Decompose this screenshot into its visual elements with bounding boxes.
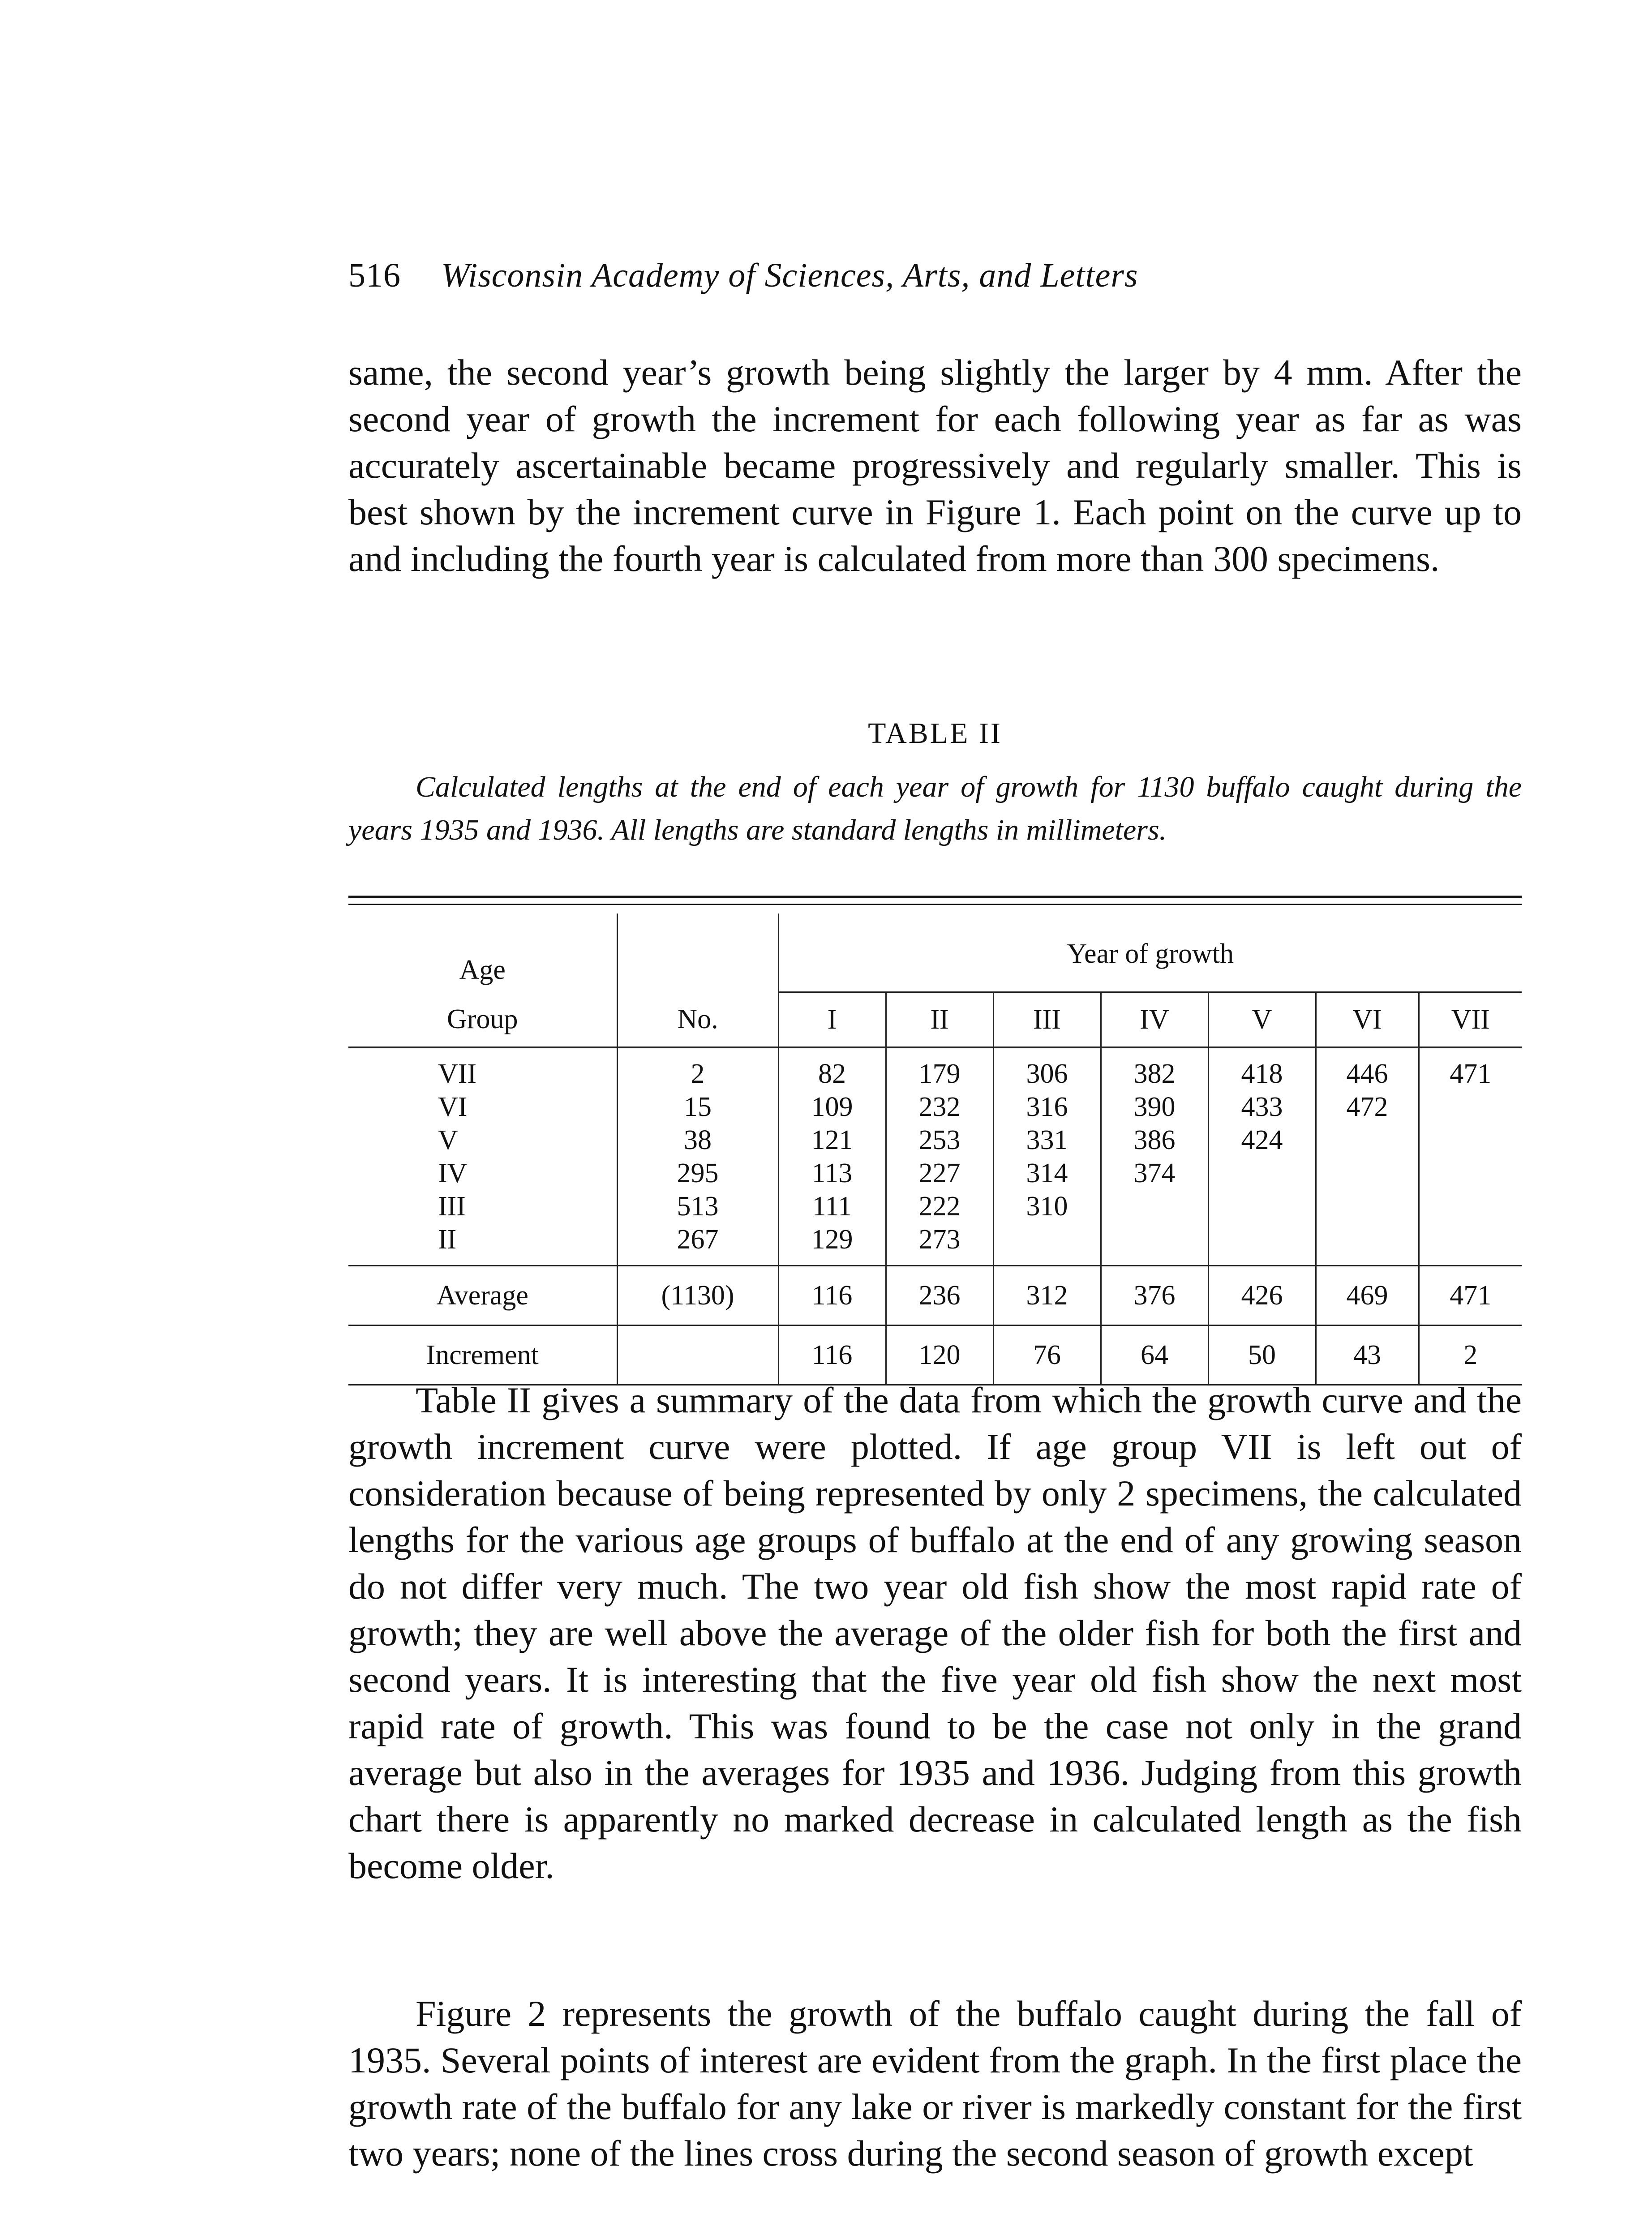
- average-cell: 312: [993, 1266, 1101, 1325]
- year-header: III: [993, 992, 1101, 1048]
- increment-cell: 2: [1419, 1325, 1522, 1385]
- paragraph-table-summary: Table II gives a summary of the data from which the growth curve and the growth increment curve were plotted. If age group VII is left out of consideration because of being represented by only 2 specimens, the calculated lengths for the various age groups of buffalo at the end of any growing season do not differ very much. The two year old fish show the most rapid rate of growth; they are well above the average of the older fish for both the first and second years. It is interesting that the five year old fish show the next most rapid rate of growth. This was found to be the case not only in the grand average but also in the averages for 1935 and 1936. Judging from this growth chart there is apparently no marked decrease in calculated length as the fish become older.: [348, 1380, 1522, 1886]
- count-cell: 15: [617, 1090, 778, 1124]
- length-cell: 111: [778, 1190, 886, 1223]
- table-row: [348, 1190, 1522, 1223]
- age-group-cell: VII: [348, 1047, 617, 1090]
- table-row: [348, 1090, 1522, 1124]
- length-cell: 314: [993, 1157, 1101, 1190]
- length-cell: [1419, 1157, 1522, 1190]
- average-cell: 376: [1101, 1266, 1208, 1325]
- year-of-growth-header: Year of growth: [778, 914, 1522, 992]
- age-group-cell: II: [348, 1223, 617, 1266]
- count-cell: 267: [617, 1223, 778, 1266]
- length-cell: 253: [886, 1124, 993, 1157]
- journal-title: Wisconsin Academy of Sciences, Arts, and Letters: [441, 257, 1138, 294]
- length-cell: 433: [1208, 1090, 1316, 1124]
- age-group-cell: VI: [348, 1090, 617, 1124]
- length-cell: 306: [993, 1047, 1101, 1090]
- table-row: [348, 1047, 1522, 1090]
- length-cell: 113: [778, 1157, 886, 1190]
- table-row: [348, 1223, 1522, 1266]
- table-title: TABLE II: [868, 717, 1002, 750]
- length-cell: [1101, 1190, 1208, 1223]
- year-header: VII: [1419, 992, 1522, 1048]
- length-cell: 390: [1101, 1090, 1208, 1124]
- count-cell: 513: [617, 1190, 778, 1223]
- table-caption: Calculated lengths at the end of each year of growth for 1130 buffalo caught during the years 1935 and 1936. All lengths are standard lengths in millimeters.: [348, 771, 1522, 846]
- table-row: [348, 1124, 1522, 1157]
- year-header: V: [1208, 992, 1316, 1048]
- paragraph-figure-2: Figure 2 represents the growth of the buffalo caught during the fall of 1935. Several points of interest are evident from the graph. In the first place the growth rate of the buffalo for any lake or river is markedly constant for the first two years; none of the lines cross during the second season of growth except: [348, 1993, 1522, 2174]
- length-cell: [1419, 1124, 1522, 1157]
- increment-cell: 50: [1208, 1325, 1316, 1385]
- length-cell: 382: [1101, 1047, 1208, 1090]
- length-cell: 386: [1101, 1124, 1208, 1157]
- increment-cell: 120: [886, 1325, 993, 1385]
- average-cell: 426: [1208, 1266, 1316, 1325]
- length-cell: 109: [778, 1090, 886, 1124]
- increment-cell: 76: [993, 1325, 1101, 1385]
- length-cell: [1419, 1223, 1522, 1266]
- length-cell: 179: [886, 1047, 993, 1090]
- running-header: [348, 256, 1138, 295]
- average-cell: 471: [1419, 1266, 1522, 1325]
- length-cell: [1419, 1090, 1522, 1124]
- increment-cell: 64: [1101, 1325, 1208, 1385]
- length-cell: 374: [1101, 1157, 1208, 1190]
- length-cell: [1101, 1223, 1208, 1266]
- table-top-rule: [348, 896, 1522, 898]
- length-cell: 222: [886, 1190, 993, 1223]
- average-count: (1130): [617, 1266, 778, 1325]
- table-top-rule-thin: [348, 904, 1522, 905]
- length-cell: 232: [886, 1090, 993, 1124]
- growth-table: [348, 914, 1522, 1385]
- increment-cell: 116: [778, 1325, 886, 1385]
- paragraph-continued: same, the second year’s growth being slightly the larger by 4 mm. After the second year of growth the increment for each following year as far as was accurately ascertainable became progressively and regularly smaller. This is best shown by the increment curve in Figure 1. Each point on the curve up to and including the fourth year is calculated from more than 300 specimens.: [348, 352, 1522, 579]
- average-row: [348, 1266, 1522, 1325]
- group-header: Group: [348, 992, 617, 1048]
- increment-cell: 43: [1316, 1325, 1419, 1385]
- increment-count: [617, 1325, 778, 1385]
- age-header-label: Age: [459, 954, 506, 985]
- age-group-cell: III: [348, 1190, 617, 1223]
- year-header: I: [778, 992, 886, 1048]
- table-row: [348, 1157, 1522, 1190]
- length-cell: 446: [1316, 1047, 1419, 1090]
- average-label: Average: [348, 1266, 617, 1325]
- count-cell: 2: [617, 1047, 778, 1090]
- page-number: 516: [348, 257, 401, 294]
- no-header: No.: [617, 992, 778, 1048]
- length-cell: 424: [1208, 1124, 1316, 1157]
- average-cell: 236: [886, 1266, 993, 1325]
- age-group-cell: IV: [348, 1157, 617, 1190]
- length-cell: [1208, 1223, 1316, 1266]
- length-cell: 121: [778, 1124, 886, 1157]
- length-cell: 472: [1316, 1090, 1419, 1124]
- length-cell: [1208, 1157, 1316, 1190]
- length-cell: 316: [993, 1090, 1101, 1124]
- length-cell: 418: [1208, 1047, 1316, 1090]
- length-cell: [1316, 1157, 1419, 1190]
- length-cell: [1208, 1190, 1316, 1223]
- length-cell: 273: [886, 1223, 993, 1266]
- length-cell: 129: [778, 1223, 886, 1266]
- increment-row: [348, 1325, 1522, 1385]
- length-cell: [1316, 1124, 1419, 1157]
- increment-label: Increment: [348, 1325, 617, 1385]
- length-cell: 82: [778, 1047, 886, 1090]
- year-header: VI: [1316, 992, 1419, 1048]
- length-cell: [1316, 1223, 1419, 1266]
- length-cell: 331: [993, 1124, 1101, 1157]
- length-cell: 310: [993, 1190, 1101, 1223]
- average-cell: 469: [1316, 1266, 1419, 1325]
- age-group-cell: V: [348, 1124, 617, 1157]
- length-cell: 471: [1450, 1059, 1492, 1089]
- average-cell: 116: [778, 1266, 886, 1325]
- count-cell: 38: [617, 1124, 778, 1157]
- length-cell: 227: [886, 1157, 993, 1190]
- year-header: II: [886, 992, 993, 1048]
- count-cell: 295: [617, 1157, 778, 1190]
- length-cell: [993, 1223, 1101, 1266]
- year-header: IV: [1101, 992, 1208, 1048]
- length-cell: [1419, 1190, 1522, 1223]
- age-header: [348, 914, 617, 992]
- length-cell: [1316, 1190, 1419, 1223]
